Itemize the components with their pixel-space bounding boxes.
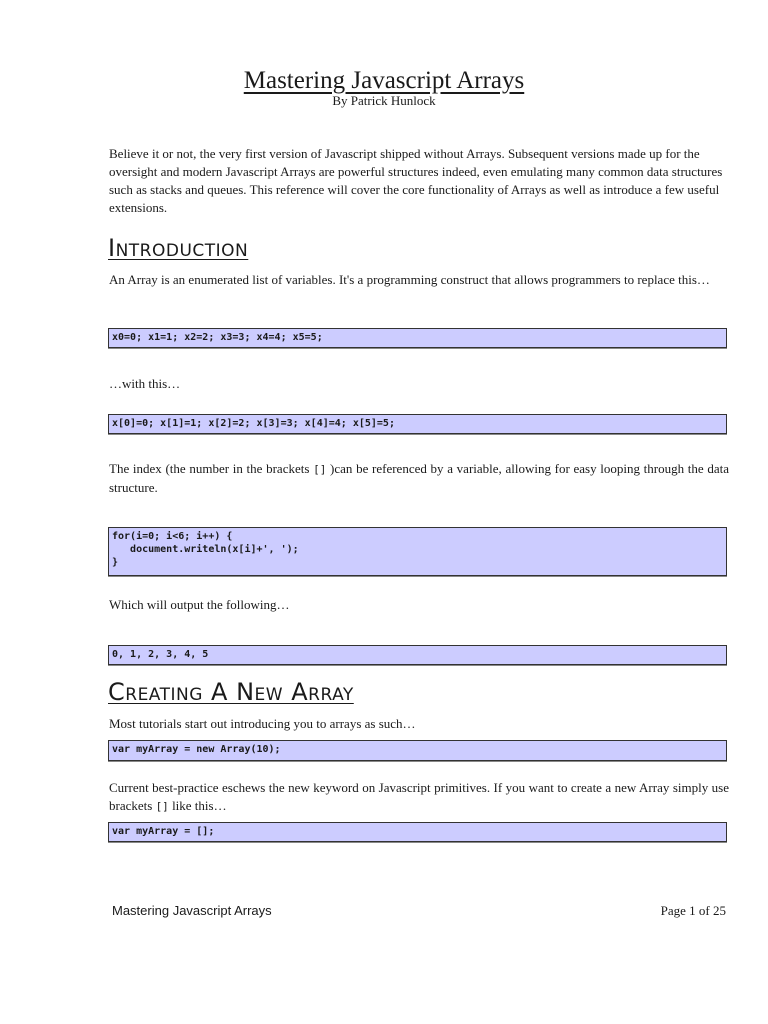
- intro-paragraph: Believe it or not, the very first version of Javascript shipped without Arrays. Subsequent versions made up for the oversight and modern Javascript Arrays are powerful structures indeed, even emulating many common data structures such as stacks and queues. This reference will cover the core functionality of Arrays as well as introduce a few useful extensions.: [109, 146, 723, 215]
- code-block-output: 0, 1, 2, 3, 4, 5: [108, 645, 727, 665]
- document-title: Mastering Javascript Arrays: [243, 66, 525, 94]
- code-block-for-loop: [108, 527, 727, 576]
- code-block-array-assign: x[0]=0; x[1]=1; x[2]=2; x[3]=3; x[4]=4; x[5]=5;: [108, 414, 727, 434]
- code-line: for(i=0; i<6; i++) {: [112, 531, 233, 542]
- paragraph-text: )can be referenced by a variable, allowing for easy looping through the data structure.: [109, 461, 729, 495]
- introduction-paragraph-1: An Array is an enumerated list of variables. It's a programming construct that allows programmers to replace this…: [109, 272, 710, 287]
- introduction-paragraph-4: Which will output the following…: [109, 597, 290, 612]
- paragraph-text: like this…: [168, 798, 227, 813]
- paragraph-text: The index (the number in the brackets: [109, 461, 314, 476]
- code-block-new-array: var myArray = new Array(10);: [108, 740, 727, 761]
- inline-code-brackets: []: [313, 463, 327, 476]
- introduction-paragraph-2: …with this…: [109, 376, 181, 391]
- introduction-paragraph-3: [109, 460, 729, 497]
- code-line: }: [112, 557, 119, 568]
- footer-document-title: Mastering Javascript Arrays: [112, 903, 272, 918]
- inline-code-brackets: []: [155, 800, 169, 813]
- creating-array-heading: Creating A New Array: [108, 678, 354, 706]
- creating-paragraph-1: Most tutorials start out introducing you to arrays as such…: [109, 716, 416, 731]
- footer-page-number: Page 1 of 25: [660, 903, 726, 918]
- code-block-array-literal: var myArray = [];: [108, 822, 727, 842]
- author-byline: By Patrick Hunlock: [332, 93, 436, 108]
- introduction-heading: Introduction: [108, 234, 249, 262]
- paragraph-text: Current best-practice eschews the new keyword on Javascript primitives. If you want to create a new Array simply use brackets: [109, 780, 729, 813]
- code-line: document.writeln(x[i]+', ');: [112, 544, 299, 555]
- code-block-variables: x0=0; x1=1; x2=2; x3=3; x4=4; x5=5;: [108, 328, 727, 348]
- creating-paragraph-2: [109, 779, 729, 816]
